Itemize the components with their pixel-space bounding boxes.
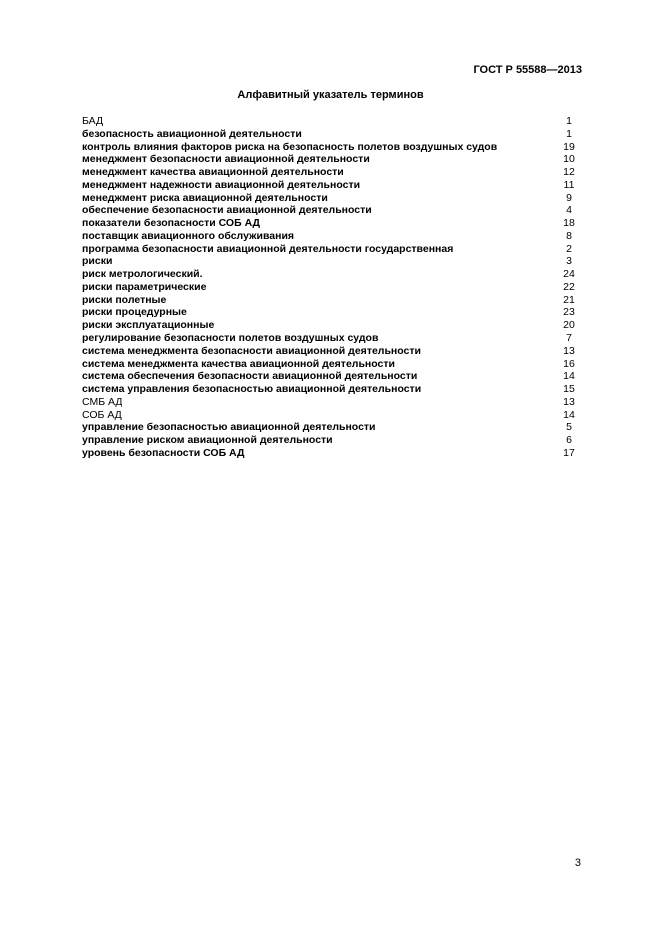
index-entry [82,345,578,358]
index-page-ref: 11 [563,178,575,191]
index-term: безопасность авиационной деятельности [82,127,302,140]
index-term: система менеджмента безопасности авиационной деятельности [82,344,421,357]
index-entry [82,434,578,447]
index-term: управление безопасностью авиационной деятельности [82,421,376,434]
index-entry [82,204,578,217]
index-page-ref: 23 [563,306,575,319]
index-term: менеджмент качества авиационной деятельности [82,166,344,179]
index-term: менеджмент надежности авиационной деятельности [82,178,361,191]
index-entry [82,294,578,307]
index-term: менеджмент безопасности авиационной деятельности [82,153,370,166]
index-entry [82,306,578,319]
index-page-ref: 6 [566,434,572,447]
index-page-ref: 12 [563,166,575,179]
index-page-ref: 22 [563,280,575,293]
index-page-ref: 17 [563,446,575,459]
index-entry [82,255,578,268]
index-page-ref: 13 [563,395,575,408]
index-term: риски процедурные [82,306,187,319]
index-term: обеспечение безопасности авиационной деятельности [82,204,372,217]
index-entry [82,243,578,256]
index-term: риски [82,255,113,268]
index-entry [82,115,578,128]
index-term: поставщик авиационного обслуживания [82,229,295,242]
index-entry [82,358,578,371]
index-entry [82,383,578,396]
index-title: Алфавитный указатель терминов [237,89,424,101]
index-entry [82,447,578,460]
term-index-list [82,115,578,460]
index-page-ref: 13 [563,344,575,357]
index-term: БАД [82,115,104,127]
index-page-ref: 21 [563,293,575,306]
index-page-ref: 9 [566,191,572,204]
index-page-ref: 7 [566,332,572,345]
index-term: управление риском авиационной деятельности [82,434,333,447]
index-entry [82,281,578,294]
index-term: риск метрологический. [82,268,203,281]
index-entry [82,179,578,192]
index-page-ref: 18 [563,217,575,230]
index-term: риски эксплуатационные [82,319,215,332]
index-page-ref: 8 [566,229,572,242]
index-page-ref: 10 [563,153,575,166]
index-term: система обеспечения безопасности авиационной деятельности [82,370,418,383]
index-term: уровень безопасности СОБ АД [82,446,245,459]
index-term: система управления безопасностью авиационной деятельности [82,383,422,396]
index-entry [82,153,578,166]
index-entry [82,141,578,154]
index-entry [82,128,578,141]
index-page-ref: 20 [563,319,575,332]
index-page-ref: 24 [563,268,575,281]
index-term: менеджмент риска авиационной деятельности [82,191,328,204]
index-page-ref: 14 [563,370,575,383]
index-page-ref: 1 [566,115,572,127]
index-page-ref: 1 [566,127,572,140]
index-entry [82,166,578,179]
index-term: контроль влияния факторов риска на безопасность полетов воздушных судов [82,140,498,153]
index-entry [82,230,578,243]
index-page-ref: 15 [563,383,575,396]
index-page-ref: 19 [563,140,575,153]
index-entry [82,332,578,345]
page-number: 3 [574,857,581,869]
index-page-ref: 4 [566,204,572,217]
index-term: система менеджмента качества авиационной деятельности [82,357,395,370]
index-term: риски полетные [82,293,167,306]
index-term: программа безопасности авиационной деятельности государственная [82,242,454,255]
index-page-ref: 3 [566,255,572,268]
index-entry [82,268,578,281]
index-term: риски параметрические [82,280,207,293]
index-entry [82,409,578,422]
index-entry [82,217,578,230]
index-term: СОБ АД [82,408,122,421]
index-entry [82,319,578,332]
index-entry [82,370,578,383]
document-code: ГОСТ Р 55588—2013 [473,64,582,76]
index-term: показатели безопасности СОБ АД [82,217,261,230]
index-page-ref: 14 [563,408,575,421]
index-entry [82,421,578,434]
index-entry [82,396,578,409]
index-term: СМБ АД [82,395,123,408]
index-entry [82,192,578,205]
index-page-ref: 16 [563,357,575,370]
index-term: регулирование безопасности полетов воздушных судов [82,332,379,345]
index-page-ref: 2 [566,242,572,255]
index-page-ref: 5 [566,421,572,434]
